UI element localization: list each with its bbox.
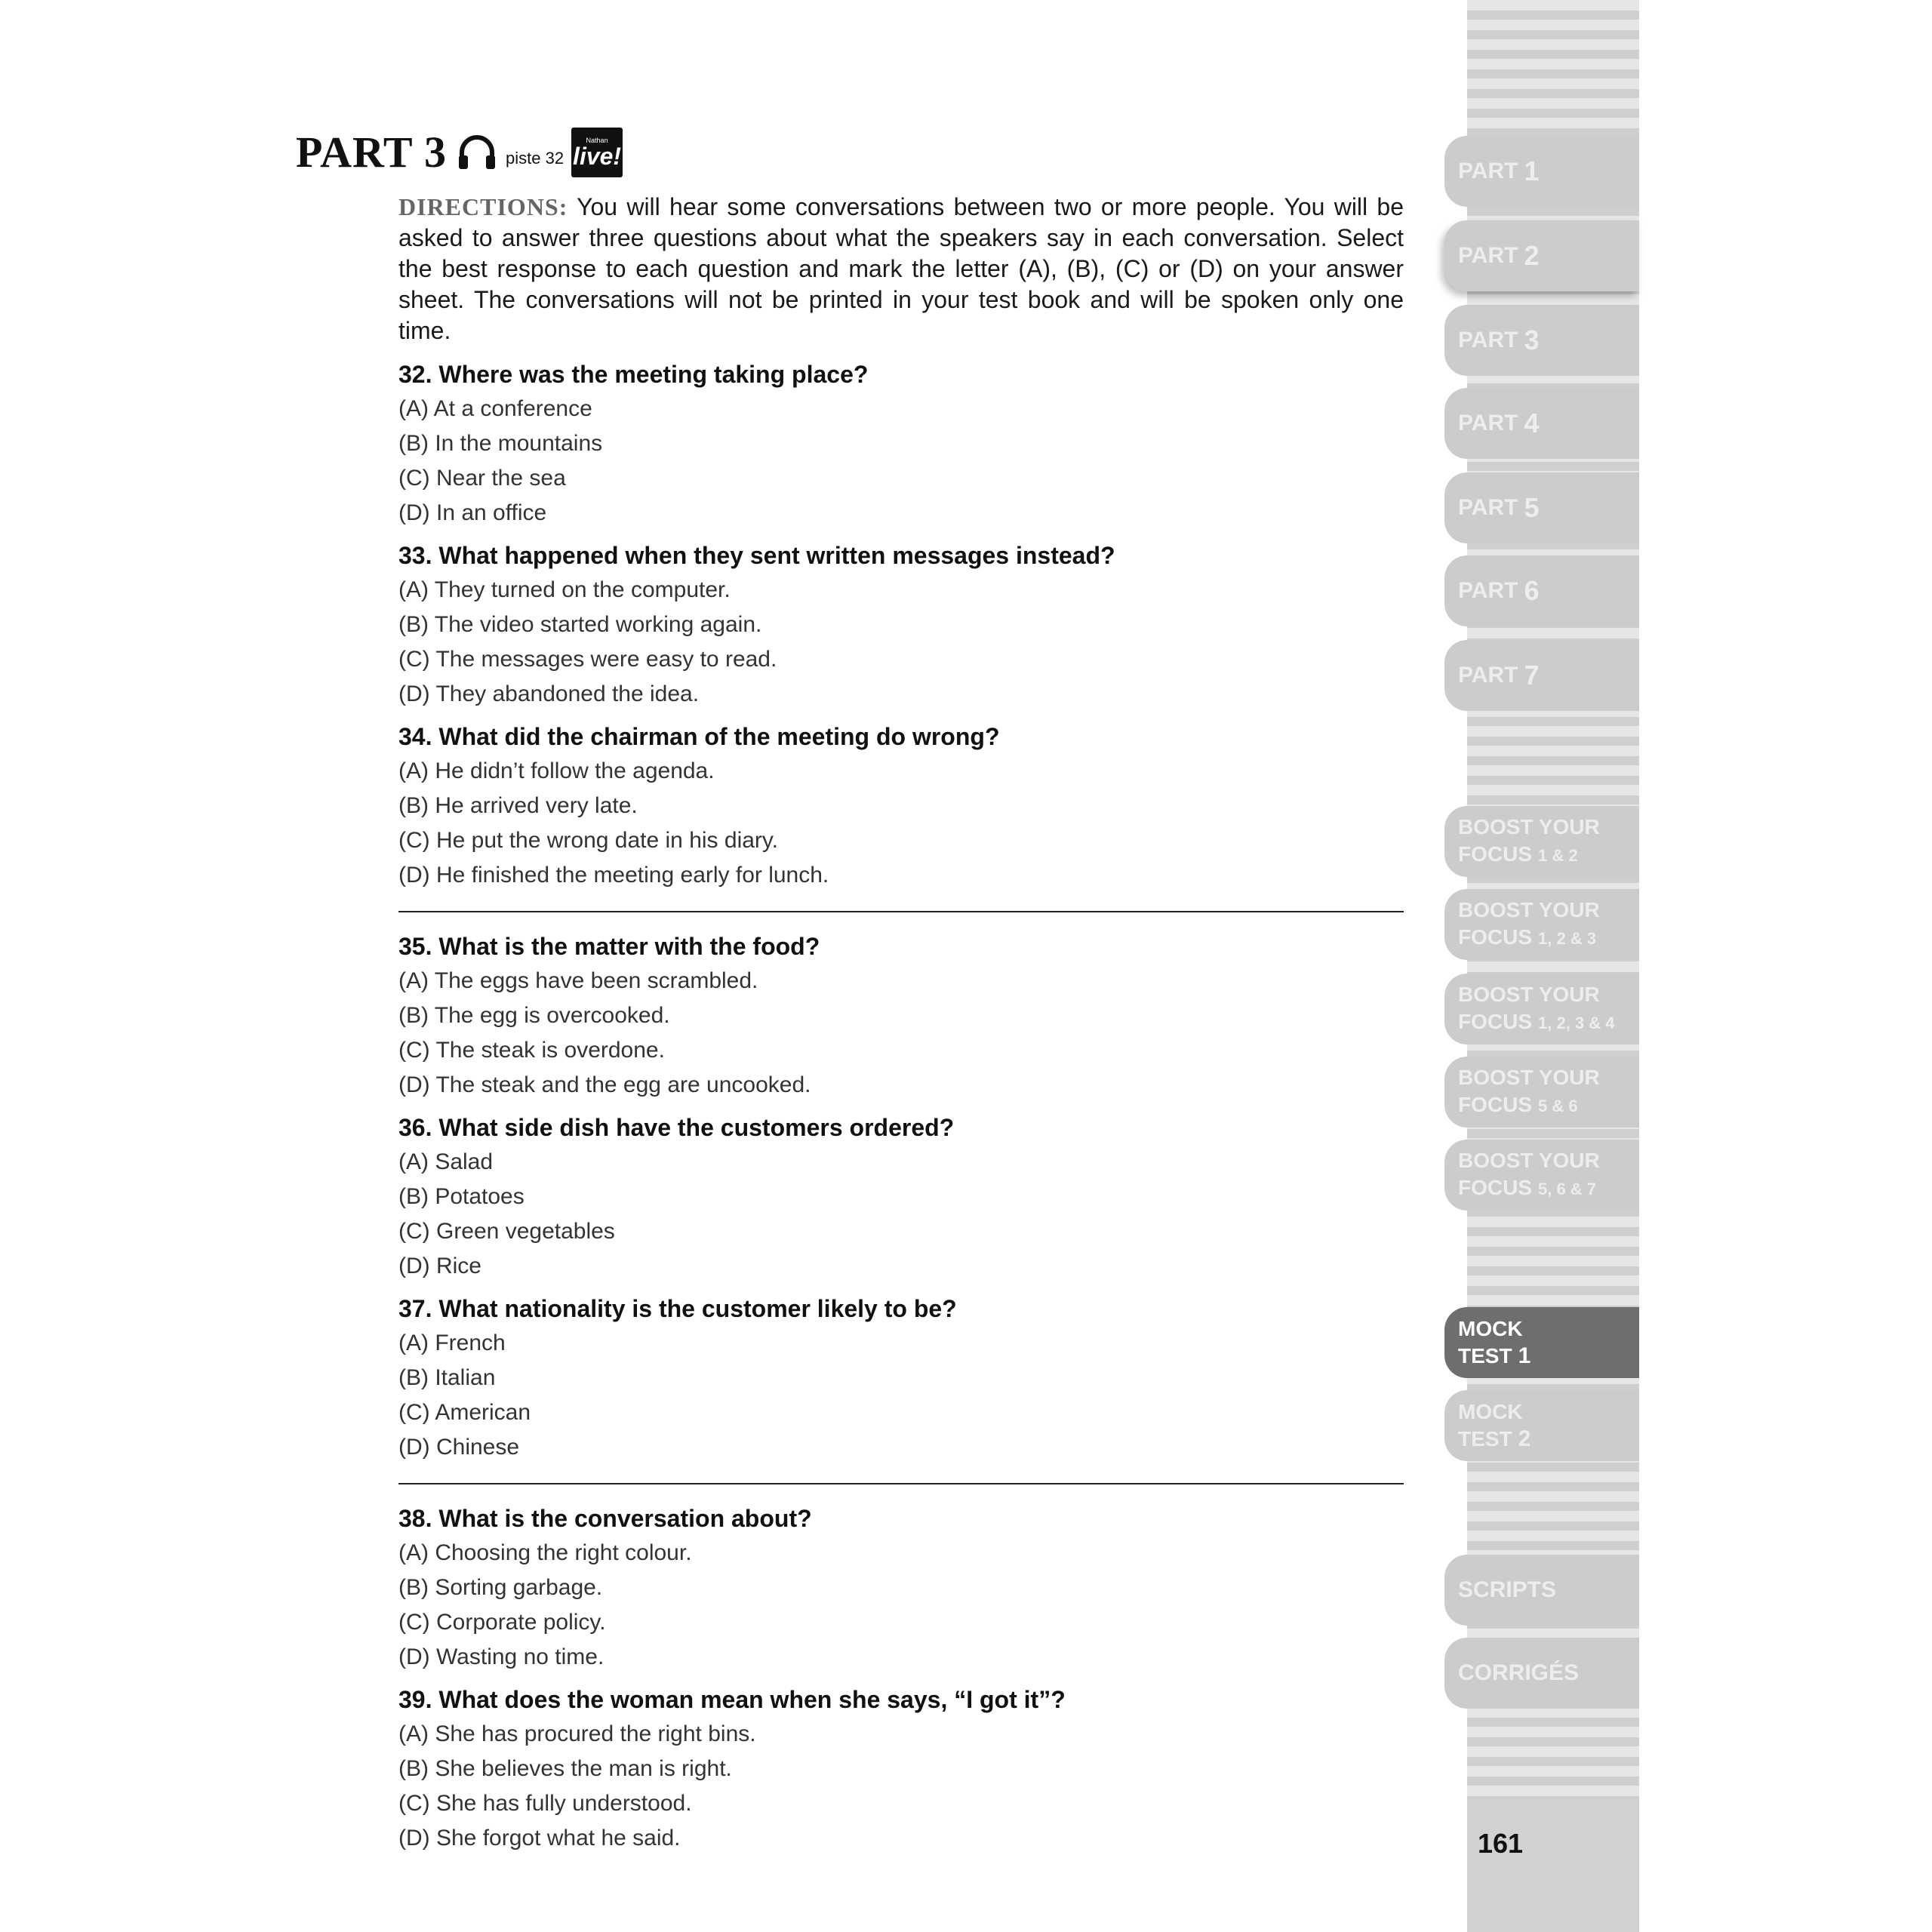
- tab-part-4[interactable]: [1444, 388, 1639, 459]
- answer-option: (D) She forgot what he said.: [398, 1826, 681, 1850]
- part-header: [296, 127, 623, 177]
- question-block: [398, 1110, 1404, 1284]
- tab-label: PART: [1458, 578, 1518, 603]
- tab-line2: FOCUS: [1458, 925, 1532, 949]
- tab-line1: BOOST YOUR: [1458, 815, 1600, 838]
- answer-option: (B) The egg is overcooked.: [398, 1003, 670, 1028]
- tab-number: 5: [1524, 492, 1540, 523]
- tab-number: 4: [1524, 408, 1540, 438]
- answer-option: (D) Wasting no time.: [398, 1644, 605, 1669]
- answer-option: (D) They abandoned the idea.: [398, 681, 700, 706]
- answer-option: (C) American: [398, 1400, 531, 1425]
- tab-line1: MOCK: [1458, 1400, 1523, 1423]
- tab-small: 1, 2, 3 & 4: [1538, 1014, 1615, 1032]
- question-text: 32. Where was the meeting taking place?: [398, 361, 869, 388]
- tab-number: 1: [1524, 155, 1540, 186]
- answer-option: (C) He put the wrong date in his diary.: [398, 828, 779, 853]
- tab-number: 7: [1524, 660, 1540, 691]
- answer-option: (B) In the mountains: [398, 431, 603, 456]
- tab-line2: TEST: [1458, 1344, 1512, 1367]
- answer-option: (B) Italian: [398, 1365, 496, 1390]
- answer-option: (A) At a conference: [398, 396, 592, 421]
- tab-line1: MOCK: [1458, 1317, 1523, 1340]
- question-group: [398, 357, 1404, 893]
- tab-label: PART: [1458, 243, 1518, 268]
- tab-boost-focus-5-6-7[interactable]: [1444, 1140, 1639, 1211]
- logo-big-text: live!: [573, 142, 622, 170]
- answer-option: (B) He arrived very late.: [398, 793, 638, 818]
- tab-part-1[interactable]: [1444, 136, 1639, 207]
- tab-line2: FOCUS: [1458, 1093, 1532, 1116]
- answer-option: (C) The messages were easy to read.: [398, 647, 777, 672]
- question-block: [398, 357, 1404, 531]
- tab-part-2[interactable]: [1444, 220, 1639, 291]
- tab-number: 2: [1524, 240, 1540, 271]
- tab-part-6[interactable]: [1444, 555, 1639, 626]
- tab-label: PART: [1458, 663, 1518, 688]
- answer-option: (B) Potatoes: [398, 1184, 525, 1209]
- tab-number: 2: [1518, 1426, 1531, 1451]
- tab-small: 1 & 2: [1538, 846, 1578, 865]
- logo-small-text: Nathan: [586, 136, 608, 144]
- tab-label: PART: [1458, 411, 1518, 435]
- tab-part-5[interactable]: [1444, 472, 1639, 543]
- tab-label: PART: [1458, 328, 1518, 352]
- directions-text: You will hear some conversations between two or more people. You will be asked to answer three questions about what the speakers say in each conversation. Select the best response to each question and mark the letter (A), (B), (C) or (D) on your answer sheet. The conversations will not be printed in your test book and will be spoken only one time.: [398, 193, 1404, 344]
- tab-part-3[interactable]: [1444, 305, 1639, 376]
- tab-line1: BOOST YOUR: [1458, 983, 1600, 1006]
- answer-option: (B) Sorting garbage.: [398, 1575, 603, 1600]
- answer-option: (A) French: [398, 1331, 506, 1355]
- answer-option: (A) Choosing the right colour.: [398, 1540, 692, 1565]
- tab-line2: FOCUS: [1458, 842, 1532, 866]
- tab-corriges[interactable]: [1444, 1638, 1639, 1709]
- question-block: [398, 929, 1404, 1103]
- tab-label: CORRIGÉS: [1458, 1660, 1580, 1685]
- tab-label: PART: [1458, 495, 1518, 520]
- directions-paragraph: [398, 192, 1404, 346]
- question-block: [398, 1682, 1404, 1856]
- tab-number: 6: [1524, 575, 1540, 606]
- tab-line2: FOCUS: [1458, 1176, 1532, 1199]
- tab-label: PART: [1458, 158, 1518, 183]
- tab-small: 1, 2 & 3: [1538, 929, 1597, 948]
- section-divider: [398, 911, 1404, 912]
- answer-option: (D) Rice: [398, 1254, 481, 1278]
- answer-option: (A) Salad: [398, 1149, 494, 1174]
- answer-option: (B) The video started working again.: [398, 612, 762, 637]
- track-label: piste 32: [506, 148, 565, 168]
- tab-line1: BOOST YOUR: [1458, 898, 1600, 921]
- answer-option: (D) The steak and the egg are uncooked.: [398, 1072, 811, 1097]
- tab-line1: BOOST YOUR: [1458, 1149, 1600, 1172]
- question-text: 35. What is the matter with the food?: [398, 933, 820, 960]
- question-text: 39. What does the woman mean when she says, “I got it”?: [398, 1686, 1066, 1713]
- tab-boost-focus-1-2-3[interactable]: [1444, 889, 1639, 960]
- answer-option: (C) The steak is overdone.: [398, 1038, 665, 1063]
- tab-number: 3: [1524, 325, 1540, 355]
- answer-option: (C) She has fully understood.: [398, 1791, 692, 1816]
- nathan-live-logo: [571, 128, 623, 177]
- answer-option: (A) The eggs have been scrambled.: [398, 968, 758, 993]
- tab-mock-test-1[interactable]: [1444, 1307, 1639, 1378]
- tab-boost-focus-1-2-3-4[interactable]: [1444, 974, 1639, 1044]
- answer-option: (A) They turned on the computer.: [398, 577, 731, 602]
- answer-option: (D) In an office: [398, 500, 547, 525]
- tab-small: 5 & 6: [1538, 1097, 1578, 1115]
- answer-option: (C) Green vegetables: [398, 1219, 615, 1244]
- question-block: [398, 719, 1404, 893]
- question-block: [398, 1291, 1404, 1465]
- tab-boost-focus-5-6[interactable]: [1444, 1057, 1639, 1128]
- page-number: 161: [1478, 1828, 1524, 1859]
- tab-line1: BOOST YOUR: [1458, 1066, 1600, 1089]
- question-content: [398, 192, 1404, 1856]
- directions-label: DIRECTIONS:: [398, 193, 568, 220]
- answer-option: (D) He finished the meeting early for lunch.: [398, 863, 829, 888]
- tab-part-7[interactable]: [1444, 640, 1639, 711]
- question-text: 36. What side dish have the customers ordered?: [398, 1114, 955, 1141]
- answer-option: (D) Chinese: [398, 1435, 520, 1460]
- tab-small: 5, 6 & 7: [1538, 1180, 1597, 1198]
- question-text: 33. What happened when they sent written messages instead?: [398, 542, 1115, 569]
- answer-option: (C) Corporate policy.: [398, 1610, 606, 1635]
- tab-boost-focus-1-2[interactable]: [1444, 806, 1639, 877]
- answer-option: (C) Near the sea: [398, 466, 566, 491]
- question-group: [398, 1501, 1404, 1856]
- question-block: [398, 1501, 1404, 1675]
- tab-mock-test-2[interactable]: [1444, 1390, 1639, 1461]
- question-group: [398, 929, 1404, 1465]
- answer-option: (B) She believes the man is right.: [398, 1756, 732, 1781]
- headphones-icon: [457, 134, 497, 171]
- page-number-box: [1467, 1799, 1639, 1932]
- question-block: [398, 538, 1404, 712]
- page-title: PART 3: [296, 128, 447, 177]
- question-text: 38. What is the conversation about?: [398, 1505, 812, 1532]
- tab-number: 1: [1518, 1343, 1531, 1368]
- tab-scripts[interactable]: [1444, 1555, 1639, 1626]
- answer-option: (A) She has procured the right bins.: [398, 1721, 756, 1746]
- tab-line2: TEST: [1458, 1427, 1512, 1451]
- tab-label: SCRIPTS: [1458, 1577, 1557, 1602]
- question-text: 37. What nationality is the customer likely to be?: [398, 1295, 957, 1322]
- question-text: 34. What did the chairman of the meeting do wrong?: [398, 723, 1000, 750]
- section-divider: [398, 1483, 1404, 1484]
- tab-line2: FOCUS: [1458, 1010, 1532, 1033]
- answer-option: (A) He didn’t follow the agenda.: [398, 758, 715, 783]
